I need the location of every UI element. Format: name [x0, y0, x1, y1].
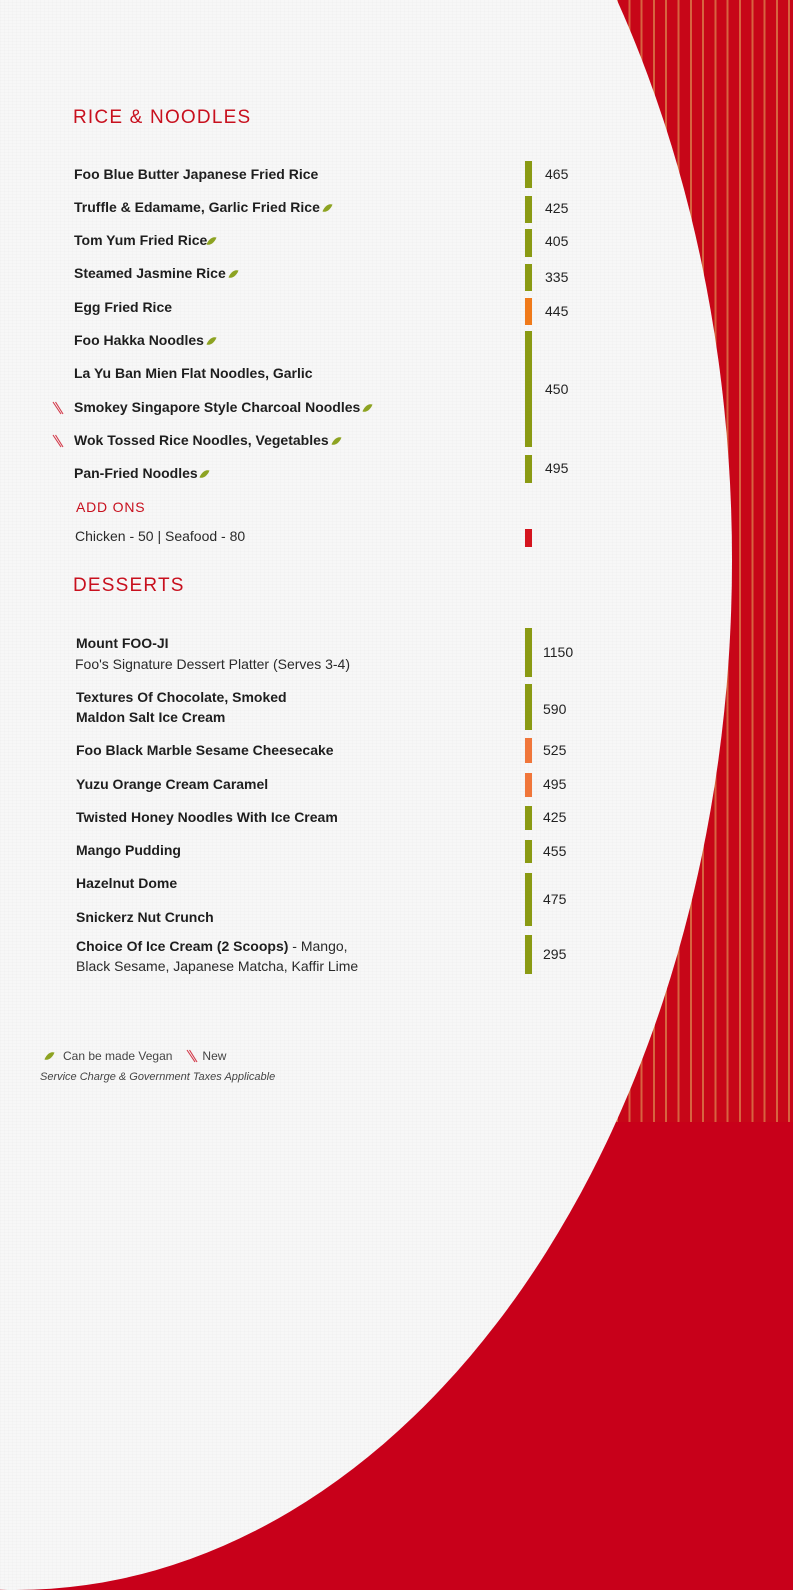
- price: 405: [545, 233, 569, 249]
- price-bar-red: [525, 529, 532, 547]
- item-name: Steamed Jasmine Rice: [74, 265, 226, 281]
- item-name: Egg Fried Rice: [74, 299, 173, 315]
- tax-footnote: Service Charge & Government Taxes Applicable: [40, 1071, 276, 1083]
- legend: [44, 1049, 226, 1063]
- item-name: Yuzu Orange Cream Caramel: [76, 776, 269, 792]
- price-bar-green: [525, 161, 532, 188]
- price: 465: [545, 166, 569, 182]
- item-name: Mango Pudding: [76, 842, 181, 858]
- chopsticks-icon: [186, 1049, 198, 1063]
- item-name: Snickerz Nut Crunch: [76, 909, 214, 925]
- price: 455: [543, 843, 567, 859]
- item-description: - Mango,: [288, 938, 348, 954]
- leaf-icon: [207, 235, 217, 247]
- price: 475: [543, 891, 567, 907]
- item-name: Foo Hakka Noodles: [74, 332, 204, 348]
- item-name: Truffle & Edamame, Garlic Fried Rice: [74, 199, 320, 215]
- menu-item: [74, 430, 340, 450]
- item-name: Foo Black Marble Sesame Cheesecake: [76, 742, 334, 758]
- price: 445: [545, 303, 569, 319]
- leaf-icon: [228, 268, 238, 280]
- price-bar-green: [525, 264, 532, 291]
- item-name: Hazelnut Dome: [76, 875, 178, 891]
- leaf-icon: [331, 435, 341, 447]
- leaf-icon: [199, 468, 209, 480]
- price-bar-green: [525, 840, 532, 863]
- price-bar-green: [525, 331, 532, 447]
- section-title-rice-noodles: RICE & NOODLES: [73, 107, 252, 128]
- item-description-line2: Black Sesame, Japanese Matcha, Kaffir Lime: [76, 958, 359, 974]
- price-bar-green: [525, 935, 532, 974]
- menu-item: [76, 740, 334, 760]
- item-name: Foo Blue Butter Japanese Fried Rice: [74, 166, 319, 182]
- price-bar-orange: [525, 773, 532, 797]
- menu-item: [74, 197, 331, 217]
- add-ons-title: ADD ONS: [76, 499, 146, 515]
- item-name: Tom Yum Fried Rice: [74, 232, 208, 248]
- menu-item: [76, 840, 181, 860]
- menu-item: [76, 687, 287, 707]
- add-ons-text: Chicken - 50 | Seafood - 80: [75, 528, 246, 544]
- price-bar-orange: [525, 738, 532, 763]
- leaf-icon: [322, 202, 332, 214]
- price-bar-green: [525, 229, 532, 257]
- menu-item: [74, 330, 215, 350]
- price: 295: [543, 946, 567, 962]
- section-title-desserts: DESSERTS: [73, 575, 185, 596]
- price-bar-green: [525, 455, 532, 483]
- price-bar-orange: [525, 298, 532, 325]
- price: 450: [545, 381, 569, 397]
- legend-new-label: New: [202, 1049, 227, 1063]
- leaf-icon: [206, 335, 216, 347]
- price: 1150: [543, 644, 574, 660]
- chopsticks-icon: [52, 434, 64, 448]
- price: 495: [543, 776, 567, 792]
- item-name: Smokey Singapore Style Charcoal Noodles: [74, 399, 361, 415]
- item-name: Choice Of Ice Cream (2 Scoops): [76, 938, 289, 954]
- menu-item: [74, 397, 371, 417]
- menu-item: [74, 463, 208, 483]
- item-name: Textures Of Chocolate, Smoked: [76, 689, 287, 705]
- price: 590: [543, 701, 567, 717]
- price-bar-green: [525, 806, 532, 830]
- price: 335: [545, 269, 569, 285]
- menu-item: [76, 633, 169, 653]
- price-bar-green: [525, 628, 532, 677]
- menu-item: [76, 907, 214, 927]
- menu-item: [76, 807, 338, 827]
- price: 525: [543, 742, 567, 758]
- menu-item-line2: Maldon Salt Ice Cream: [76, 709, 226, 725]
- menu-item: [74, 297, 172, 317]
- item-name: Twisted Honey Noodles With Ice Cream: [76, 809, 338, 825]
- menu-item: [74, 230, 215, 250]
- item-name: La Yu Ban Mien Flat Noodles, Garlic: [74, 365, 313, 381]
- item-name: Pan-Fried Noodles: [74, 465, 198, 481]
- menu-item: [74, 263, 237, 283]
- item-name: Mount FOO-JI: [76, 635, 169, 651]
- price-bar-green: [525, 873, 532, 926]
- chopsticks-icon: [52, 401, 64, 415]
- item-name: Wok Tossed Rice Noodles, Vegetables: [74, 432, 329, 448]
- menu-item: [74, 164, 318, 184]
- item-description: Foo's Signature Dessert Platter (Serves 3-4): [75, 656, 351, 672]
- price: 425: [545, 200, 569, 216]
- menu-item: [74, 363, 313, 383]
- legend-vegan-label: Can be made Vegan: [63, 1049, 173, 1063]
- menu-item: [76, 774, 268, 794]
- menu-item: [76, 936, 348, 956]
- price-bar-green: [525, 684, 532, 730]
- price: 495: [545, 460, 569, 476]
- price: 425: [543, 809, 567, 825]
- leaf-icon: [45, 1050, 55, 1062]
- price-bar-green: [525, 196, 532, 223]
- leaf-icon: [363, 402, 373, 414]
- menu-item: [76, 873, 177, 893]
